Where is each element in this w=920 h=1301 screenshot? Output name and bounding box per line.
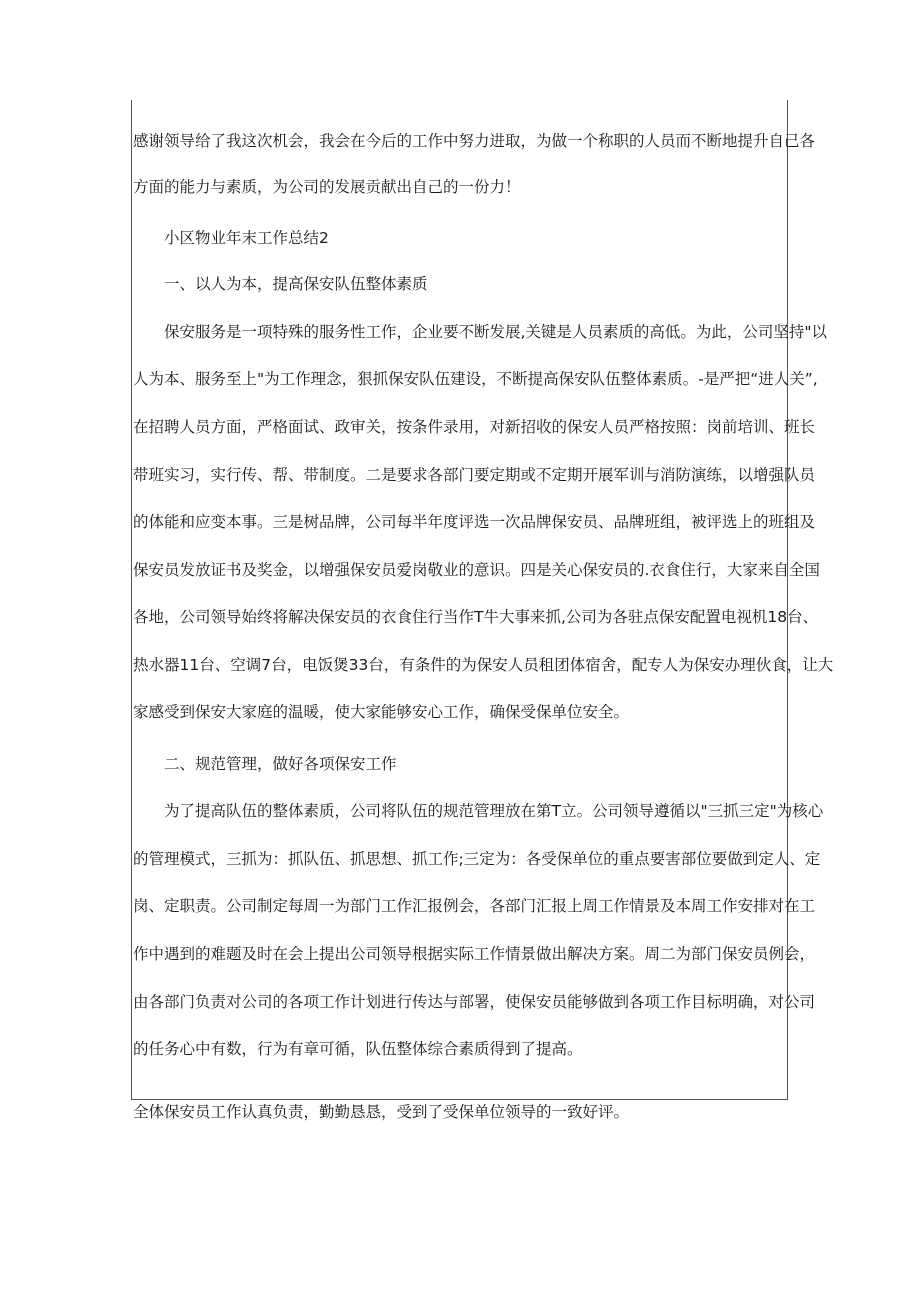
paragraph-1-line-8: 热水器11台、空调7台，电饭煲33台，有条件的为保安人员租团体宿舍，配专人为保安办理伙食，让大 [133, 656, 834, 674]
paragraph-1-line-5: 的体能和应变本事。三是树品牌，公司每半年度评选一次品牌保安员、品牌班组，被评选上的班组及 [133, 513, 816, 531]
paragraph-1-line-1: 保安服务是一项特殊的服务性工作，企业要不断发展,关键是人员素质的高低。为此，公司坚持"以 [164, 323, 828, 341]
paragraph-2-line-2: 的管理模式，三抓为：抓队伍、抓思想、抓工作;三定为：各受保单位的重点要害部位要做到定人、定 [133, 850, 821, 868]
heading-1: 一、以人为本，提高保安队伍整体素质 [164, 275, 428, 293]
paragraph-2-line-1: 为了提高队伍的整体素质，公司将队伍的规范管理放在第T立。公司领导遵循以"三抓三定"为核心 [164, 802, 824, 820]
paragraph-1-line-7: 各地，公司领导始终将解决保安员的衣食住行当作T牛大事来抓,公司为各驻点保安配置电视机18台、 [133, 608, 819, 626]
paragraph-2-line-4: 作中遇到的难题及时在会上提出公司领导根据实际工作情景做出解决方案。周二为部门保安员例会， [133, 945, 816, 963]
intro-line-1: 感谢领导给了我这次机会，我会在今后的工作中努力进取，为做一个称职的人员而不断地提升自己各 [133, 132, 816, 150]
intro-line-2: 方面的能力与素质，为公司的发展贡献出自己的一份力！ [133, 178, 521, 196]
paragraph-2-line-3: 岗、定职责。公司制定每周一为部门工作汇报例会，各部门汇报上周工作情景及本周工作安排对在工 [133, 897, 816, 915]
section-title: 小区物业年末工作总结2 [164, 229, 329, 247]
paragraph-1-line-2: 人为本、服务至上"为工作理念，狠抓保安队伍建设，不断提高保安队伍整体素质。-是严把“进人关”, [133, 370, 818, 388]
closing-line: 全体保安员工作认真负责，勤勤恳恳，受到了受保单位领导的一致好评。 [133, 1103, 630, 1121]
paragraph-1-line-3: 在招聘人员方面，严格面试、政审关，按条件录用，对新招收的保安人员严格按照：岗前培训、班长 [133, 418, 816, 436]
heading-2: 二、规范管理，做好各项保安工作 [164, 755, 397, 773]
paragraph-1-line-9: 家感受到保安大家庭的温暖，使大家能够安心工作，确保受保单位安全。 [133, 703, 630, 721]
paragraph-2-line-6: 的任务心中有数，行为有章可循，队伍整体综合素质得到了提高。 [133, 1040, 583, 1058]
paragraph-2-line-5: 由各部门负责对公司的各项工作计划进行传达与部署，使保安员能够做到各项工作目标明确，对公司 [133, 993, 816, 1011]
paragraph-1-line-6: 保安员发放证书及奖金，以增强保安员爱岗敬业的意识。四是关心保安员的.衣食住行，大家来自全国 [133, 561, 820, 579]
paragraph-1-line-4: 带班实习，实行传、帮、带制度。二是要求各部门要定期或不定期开展军训与消防演练，以增强队员 [133, 466, 816, 484]
